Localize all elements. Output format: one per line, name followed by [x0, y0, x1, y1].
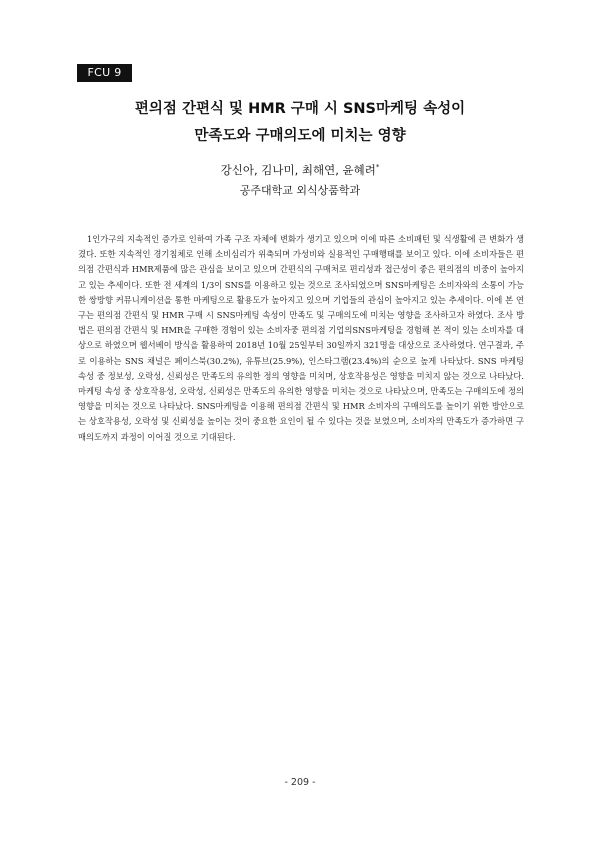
session-badge: FCU 9	[77, 64, 132, 82]
author-list	[0, 162, 600, 178]
page-number: - 209 -	[284, 777, 316, 788]
abstract-body: 1인가구의 지속적인 증가로 인하여 가족 구조 자체에 변화가 생기고 있으며 이에 따른 소비패턴 및 식생활에 큰 변화가 생겼다. 또한 지속적인 경기침체로 인해 소비심리가 위축되며 가성비와 실용적인 구매행태를 보이고 있다. 이에 소비자들은 편의점 간편식과 HMR제품에 많은 관심을 보이고 있으며 간편식의 구매처로 편리성과 접근성이 좋은 편의점의 비중이 높아지고 있는 추세이다. 또한 전 세계의 1/3이 SNS를 이용하고 있는 것으로 조사되었으며 SNS마케팅은 소비자와의 소통이 가능한 쌍방향 커뮤니케이션을 통한 마케팅으로 활용도가 높아지고 있으며 기업들의 관심이 높아지고 있는 추세이다. 이에 본 연구는 편의점 간편식 및 HMR 구매 시 SNS마케팅 속성이 만족도 및 구매의도에 미치는 영향을 조사하고자 하였다. 조사 방법은 편의점 간편식 및 HMR을 구매한 경험이 있는 소비자중 편의점 기업의SNS마케팅을 경험해 본 적이 있는 소비자를 대상으로 하였으며 웹서베이 방식을 활용하여 2018년 10월 25일부터 30일까지 321명을 대상으로 조사하였다. 연구결과, 주로 이용하는 SNS 채널은 페이스북(30.2%), 유튜브(25.9%), 인스타그램(23.4%)의 순으로 높게 나타났다. SNS 마케팅 속성 중 정보성, 오락성, 신뢰성은 만족도의 유의한 정의 영향을 미치며, 상호작용성은 영향을 미치지 않는 것으로 나타났다. 마케팅 속성 중 상호작용성, 오락성, 신뢰성은 만족도의 유의한 영향을 미치는 것으로 나타났으며, 만족도는 구매의도에 정의 영향을 미치는 것으로 나타났다. SNS마케팅을 이용해 편의점 간편식 및 HMR 소비자의 구매의도를 높이기 위한 방안으로는 상호작용성, 오락성 및 신뢰성을 높이는 것이 중요한 요인이 될 수 있다는 것을 보였으며, 소비자의 만족도가 증가하면 구매의도까지 과정이 이어질 것으로 기대된다.	[78, 234, 524, 442]
author-names: 강신아, 김나미, 최해연, 윤혜려	[220, 163, 376, 177]
corresponding-author-mark: *	[375, 163, 380, 172]
paper-title-line-1: 편의점 간편식 및 HMR 구매 시 SNS마케팅 속성이	[134, 101, 466, 117]
paper-title-line-2: 만족도와 구매의도에 미치는 영향	[194, 128, 406, 144]
author-affiliation: 공주대학교 외식상품학과	[239, 184, 361, 197]
